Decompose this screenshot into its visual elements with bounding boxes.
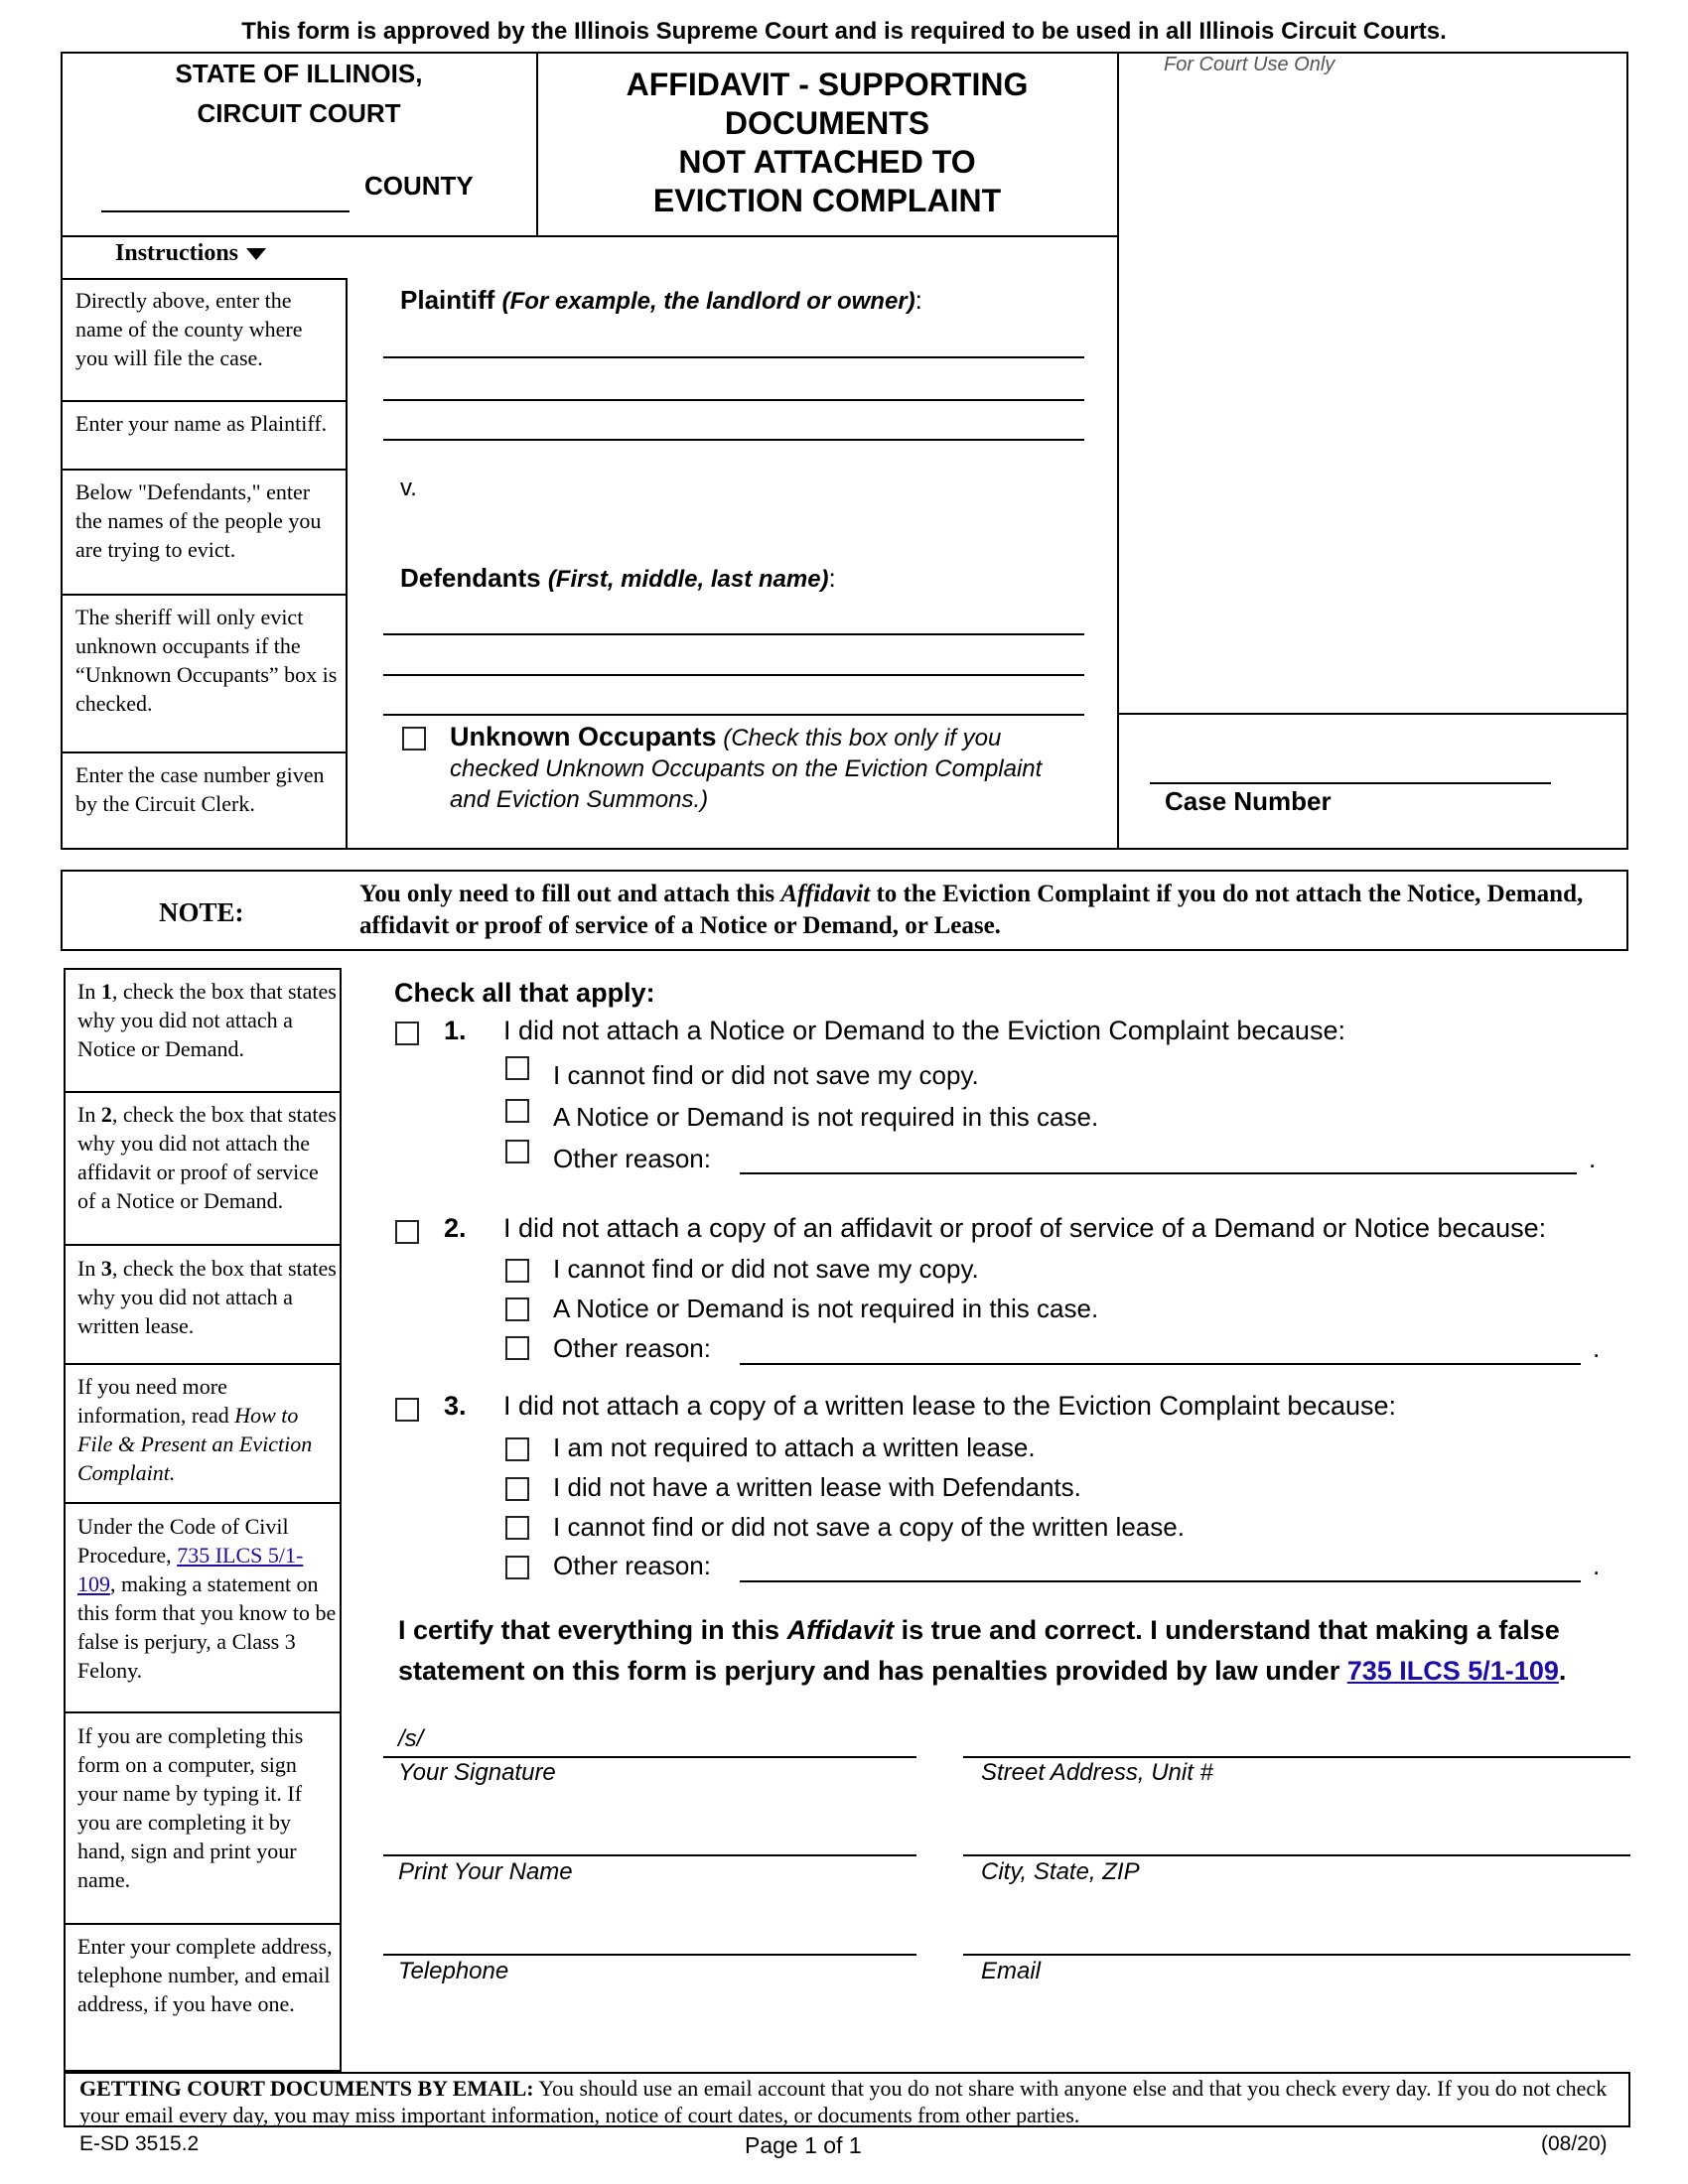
item-2-option-1-checkbox[interactable] [505, 1259, 529, 1283]
signature-line[interactable] [383, 1756, 916, 1758]
item-3-number: 3. [444, 1391, 467, 1421]
email-line[interactable] [963, 1954, 1630, 1956]
unknown-occupants-checkbox[interactable] [402, 727, 426, 751]
item-1-option-3-checkbox[interactable] [505, 1140, 529, 1163]
note-label: NOTE: [159, 897, 244, 927]
item-1-number: 1. [444, 1016, 467, 1045]
item-1-other-reason-line[interactable] [740, 1172, 1577, 1174]
item-3-option-1-label: I am not required to attach a written lease. [553, 1433, 1036, 1462]
item-2-option-3-label: Other reason: [553, 1333, 711, 1363]
city-state-zip-line[interactable] [963, 1854, 1630, 1856]
item-1-option-2-label: A Notice or Demand is not required in this case. [553, 1102, 1099, 1132]
your-signature-label: Your Signature [398, 1759, 556, 1786]
triangle-down-icon [246, 248, 266, 260]
email-notice-text: GETTING COURT DOCUMENTS BY EMAIL: You should use an email account that you do not share with anyone else and that you check every day. If you do not check your email every day, you may miss important information, notice of court dates, or documents from other parties. [79, 2076, 1608, 2127]
item-2-text: I did not attach a copy of an affidavit or proof of service of a Demand or Notice because: [503, 1213, 1547, 1243]
item-1-checkbox[interactable] [395, 1022, 419, 1045]
item-3-text: I did not attach a copy of a written lease to the Eviction Complaint because: [503, 1391, 1397, 1421]
item-3-period: . [1593, 1551, 1601, 1580]
certification-text: I certify that everything in this Affidavit is true and correct. I understand that making a false statement on this form is perjury and has penalties provided by law under 735 ILCS 5/1-109. [398, 1615, 1567, 1686]
item-1-option-3-label: Other reason: [553, 1144, 711, 1173]
item-3-option-1-checkbox[interactable] [505, 1437, 529, 1461]
form-version: (08/20) [1541, 2132, 1608, 2155]
form-title: AFFIDAVIT - SUPPORTING DOCUMENTS NOT ATTACHED TO EVICTION COMPLAINT [626, 67, 1029, 218]
side-instruction-more-info: If you need more information, read How to File & Present an Eviction Complaint. [77, 1374, 313, 1485]
item-2-number: 2. [444, 1213, 467, 1243]
instructions-heading: Instructions [115, 240, 266, 267]
side-instruction-2: In 2, check the box that states why you did not attach the affidavit or proof of service of a Notice or Demand. [77, 1102, 337, 1213]
city-state-zip-label: City, State, ZIP [981, 1858, 1140, 1885]
side-instruction-perjury: Under the Code of Civil Procedure, 735 ILCS 5/1-109, making a statement on this form that you know to be false is perjury, a Class 3 Felony. [77, 1514, 337, 1683]
plaintiff-line-3[interactable] [383, 439, 1084, 441]
side-instruction-signature: If you are completing this form on a computer, sign your name by typing it. If you are completing it by hand, sign and print your name. [77, 1723, 304, 1892]
instruction-defendants: Below "Defendants," enter the names of the people you are trying to evict. [75, 479, 322, 562]
item-1-option-1-label: I cannot find or did not save my copy. [553, 1060, 979, 1090]
item-1-text: I did not attach a Notice or Demand to the Eviction Complaint because: [503, 1016, 1345, 1045]
approval-notice: This form is approved by the Illinois Supreme Court and is required to be used in all Illinois Circuit Courts. [241, 18, 1447, 45]
instruction-unknown-occupants: The sheriff will only evict unknown occupants if the “Unknown Occupants” box is checked. [75, 605, 338, 716]
item-3-option-2-label: I did not have a written lease with Defendants. [553, 1472, 1081, 1502]
item-2-other-reason-line[interactable] [740, 1363, 1581, 1365]
telephone-line[interactable] [383, 1954, 916, 1956]
note-text: You only need to fill out and attach this Affidavit to the Eviction Complaint if you do not attach the Notice, Demand, affidavit or proof of service of a Notice or Demand, or Lease. [359, 881, 1584, 939]
state-label: STATE OF ILLINOIS, [175, 59, 423, 88]
defendants-heading: Defendants (First, middle, last name): [400, 563, 836, 593]
item-2-option-3-checkbox[interactable] [505, 1336, 529, 1360]
print-name-label: Print Your Name [398, 1858, 573, 1885]
street-address-line[interactable] [963, 1756, 1630, 1758]
versus-label: v. [400, 475, 417, 501]
court-use-label: For Court Use Only [1164, 54, 1336, 75]
defendants-line-3[interactable] [383, 714, 1084, 716]
email-label: Email [981, 1958, 1042, 1984]
defendants-line-2[interactable] [383, 674, 1084, 676]
plaintiff-line-2[interactable] [383, 399, 1084, 401]
case-number-input-line[interactable] [1150, 782, 1551, 784]
telephone-label: Telephone [398, 1958, 509, 1984]
instruction-plaintiff: Enter your name as Plaintiff. [75, 411, 328, 436]
page-number: Page 1 of 1 [745, 2132, 862, 2158]
signature-mark: /s/ [398, 1725, 424, 1752]
side-instruction-1: In 1, check the box that states why you did not attach a Notice or Demand. [77, 979, 337, 1061]
item-3-option-2-checkbox[interactable] [505, 1477, 529, 1501]
item-2-checkbox[interactable] [395, 1220, 419, 1244]
plaintiff-heading: Plaintiff (For example, the landlord or owner): [400, 285, 922, 315]
instruction-case-number: Enter the case number given by the Circuit Clerk. [75, 762, 325, 816]
item-3-other-reason-line[interactable] [740, 1580, 1581, 1582]
item-2-option-2-label: A Notice or Demand is not required in this case. [553, 1294, 1099, 1323]
item-2-option-2-checkbox[interactable] [505, 1297, 529, 1321]
item-1-option-1-checkbox[interactable] [505, 1056, 529, 1080]
defendants-line-1[interactable] [383, 633, 1084, 635]
print-name-line[interactable] [383, 1854, 916, 1856]
item-1-option-2-checkbox[interactable] [505, 1099, 529, 1123]
unknown-occupants-text: Unknown Occupants (Check this box only if you checked Unknown Occupants on the Eviction Complaint and Eviction Summons.) [450, 722, 1043, 813]
side-instruction-address: Enter your complete address, telephone number, and email address, if you have one. [77, 1934, 333, 2016]
side-instruction-3: In 3, check the box that states why you did not attach a written lease. [77, 1256, 337, 1338]
instruction-county: Directly above, enter the name of the county where you will file the case. [75, 288, 303, 370]
case-number-label: Case Number [1165, 786, 1332, 816]
item-3-option-3-label: I cannot find or did not save a copy of the written lease. [553, 1512, 1185, 1542]
form-id: E-SD 3515.2 [79, 2132, 200, 2155]
statute-link-certify[interactable]: 735 ILCS 5/1-109 [1346, 1656, 1559, 1686]
item-2-option-1-label: I cannot find or did not save my copy. [553, 1254, 979, 1284]
item-3-option-4-label: Other reason: [553, 1551, 711, 1580]
county-label: COUNTY [364, 171, 474, 201]
item-3-option-3-checkbox[interactable] [505, 1516, 529, 1540]
item-3-option-4-checkbox[interactable] [505, 1556, 529, 1579]
item-2-period: . [1593, 1333, 1601, 1363]
item-3-checkbox[interactable] [395, 1398, 419, 1422]
court-heading [62, 52, 536, 133]
court-label: CIRCUIT COURT [197, 98, 401, 128]
check-all-heading: Check all that apply: [394, 978, 655, 1008]
item-1-period: . [1589, 1144, 1597, 1173]
statute-link-side[interactable]: 735 ILCS 5/1-109 [77, 1543, 304, 1596]
county-input-line[interactable] [101, 210, 350, 212]
plaintiff-line-1[interactable] [383, 356, 1084, 358]
street-address-label: Street Address, Unit # [981, 1759, 1213, 1786]
